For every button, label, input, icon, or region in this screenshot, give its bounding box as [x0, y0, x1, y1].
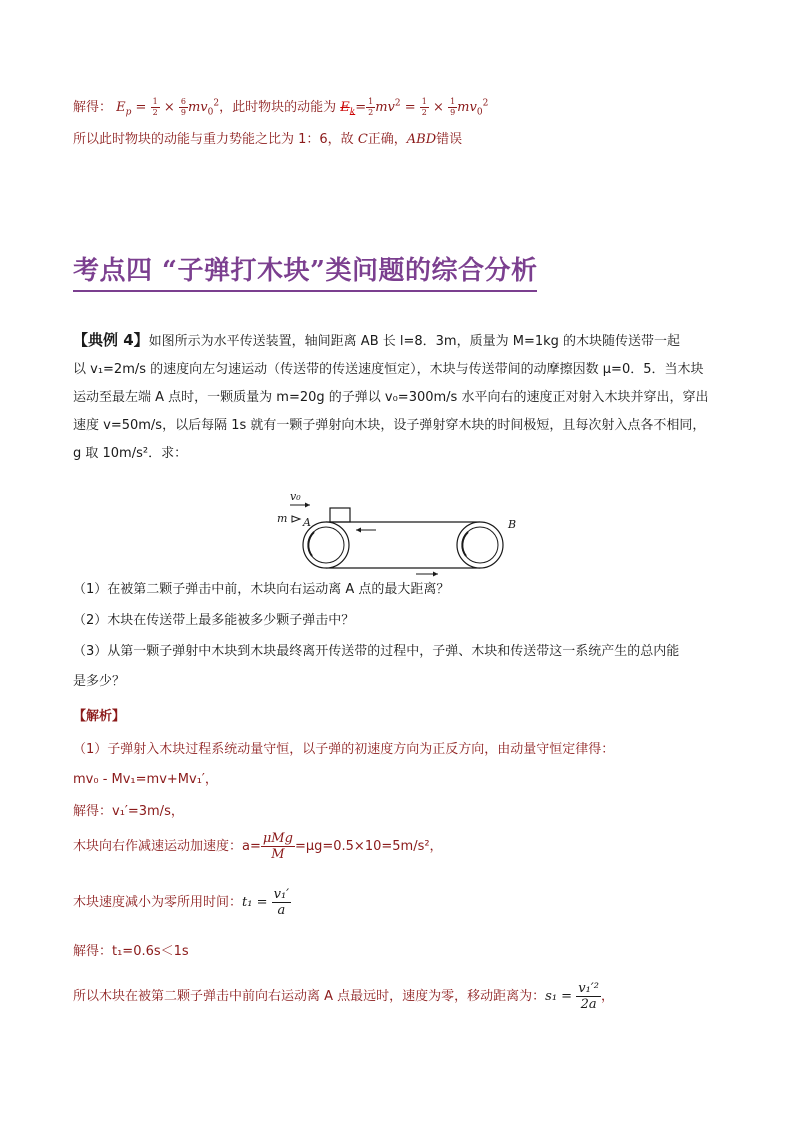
ep-formula: $E_p$ = $\frac{1}{2}$ × $\frac{6}{9}$ $mv_0^2$	[116, 97, 220, 118]
label-bullet-m: m	[277, 512, 288, 525]
analysis-line-5	[73, 888, 291, 917]
analysis-line-2: mv₀ - Mv₁=mv+Mv₁′，	[73, 772, 218, 787]
analysis-line-6: 解得：t₁=0.6s＜1s	[73, 944, 189, 959]
roller-right	[457, 522, 503, 568]
time-num: v₁′	[273, 887, 290, 902]
time-lhs: t₁ =	[242, 895, 268, 910]
accel-fraction	[261, 832, 295, 861]
time-fraction	[272, 888, 292, 917]
distance-prefix: 所以木块在被第二颗子弹击中前向右运动离 A 点最远时，速度为零，移动距离为：	[73, 989, 546, 1004]
bullet-icon	[292, 516, 300, 522]
accel-den: M	[271, 847, 285, 862]
time-den: a	[277, 903, 286, 918]
accel-suffix: =μg=0.5×10=5m/s²，	[294, 839, 443, 854]
conclusion-text: 所以此时物块的动能与重力势能之比为 1：6，故	[73, 132, 354, 147]
intro-conclusion-line	[73, 128, 462, 147]
distance-fraction	[576, 982, 601, 1011]
example-text-3: 运动至最左端 A 点时，一颗质量为 m=20g 的子弹以 v₀=300m/s 水平向右的速度正对射入木块并穿出，穿出	[73, 390, 709, 405]
distance-num: v₁′²	[578, 981, 599, 996]
question-3-cont: 是多少？	[73, 674, 126, 689]
example-text-4: 速度 v=50m/s，以后每隔 1s 就有一颗子弹射向木块，设子弹射穿木块的时间极短，且每次射入点各不相同，	[73, 418, 706, 433]
solve-prefix: 解得：	[73, 100, 113, 115]
section-heading: 考点四 “子弹打木块”类问题的综合分析	[73, 250, 537, 292]
roller-left	[303, 522, 349, 568]
conclusion-mid: 正确，	[367, 132, 407, 147]
example-text-1: 如图所示为水平传送装置，轴间距离 AB 长 l=8．3m，质量为 M=1kg 的木块随传送带一起	[148, 334, 681, 349]
analysis-tag: 【解析】	[73, 709, 126, 724]
analysis-line-3: 解得：v₁′=3m/s，	[73, 804, 184, 819]
conveyor-diagram	[270, 486, 530, 582]
label-v0: v₀	[290, 490, 301, 503]
wood-block	[330, 508, 350, 522]
option-c: C	[357, 132, 368, 147]
ek-formula: $E_k=$ $\frac{1}{2}$ $mv^2$ = $\frac{1}{2}$ × $\frac{1}{9}$ $mv_0^2$	[340, 97, 489, 118]
question-3: （3）从第一颗子弹射中木块到木块最终离开传送带的过程中，子弹、木块和传送带这一系统产生的总内能	[73, 644, 680, 659]
ep-text-mid: ，此时物块的动能为	[219, 100, 337, 115]
example-tag: 【典例 4】	[73, 331, 149, 349]
question-1: （1）在被第二颗子弹击中前，木块向右运动离 A 点的最大距离？	[73, 582, 450, 597]
label-B: B	[508, 518, 517, 531]
accel-prefix: 木块向右作减速运动加速度：a=	[73, 839, 261, 854]
time-prefix: 木块速度减小为零所用时间：	[73, 895, 243, 910]
example-text-5: g 取 10m/s²．求：	[73, 446, 188, 461]
distance-lhs: s₁ =	[545, 989, 573, 1004]
questions-block	[73, 574, 723, 696]
distance-den: 2a	[580, 997, 597, 1012]
label-A: A	[303, 516, 311, 529]
example-text-2: 以 v₁=2m/s 的速度向左匀速运动（传送带的传送速度恒定），木块与传送带间的动摩擦因数 μ=0．5．当木块	[73, 362, 704, 377]
example-line-1	[73, 326, 723, 356]
intro-equation-line	[73, 96, 488, 118]
option-abd: ABD	[406, 132, 437, 147]
analysis-line-7	[73, 982, 614, 1011]
analysis-line-1: （1）子弹射入木块过程系统动量守恒，以子弹的初速度方向为正反方向，由动量守恒定律得：	[73, 742, 615, 757]
question-2: （2）木块在传送带上最多能被多少颗子弹击中？	[73, 613, 355, 628]
distance-suffix: ，	[600, 989, 614, 1004]
analysis-line-4	[73, 832, 443, 861]
example-problem	[73, 326, 723, 468]
conclusion-end: 错误	[436, 132, 463, 147]
accel-num: μMg	[262, 831, 293, 846]
